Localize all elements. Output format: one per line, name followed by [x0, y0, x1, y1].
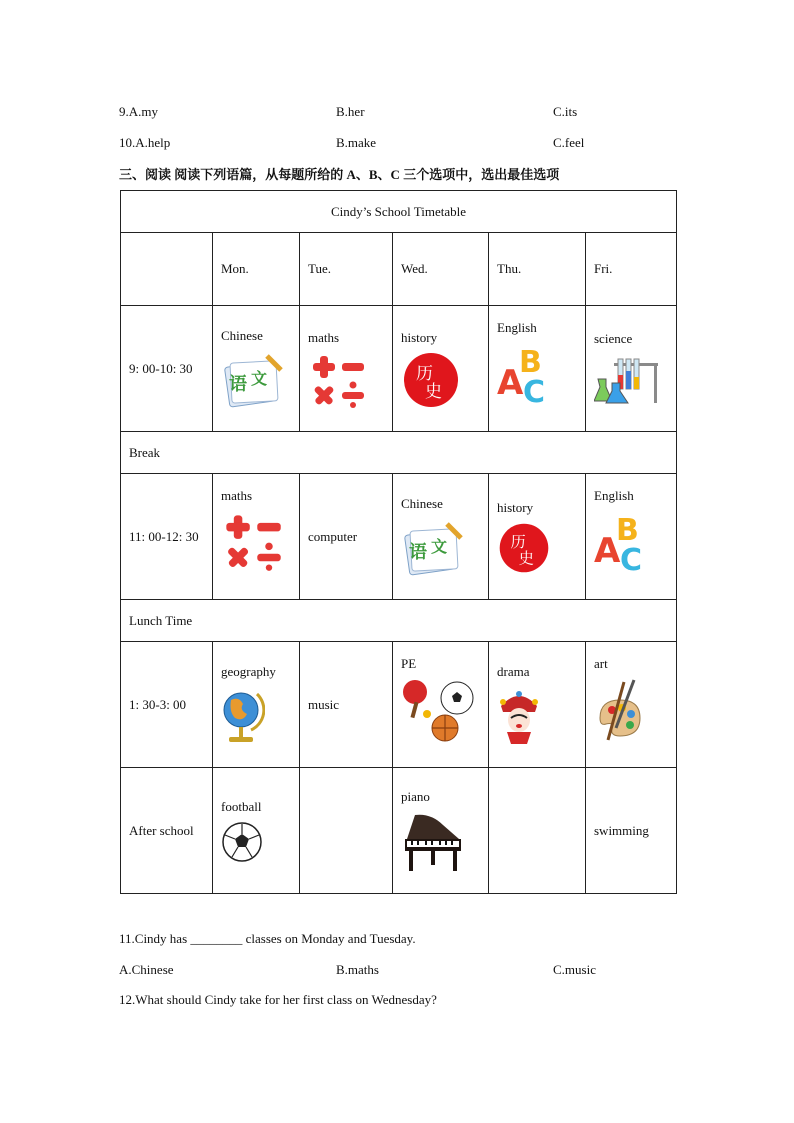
subject-label: football: [221, 798, 262, 814]
timetable: [120, 190, 677, 894]
q9-option-c: C.its: [553, 104, 578, 119]
math-symbols-icon: [221, 510, 285, 572]
sports-balls-icon: [401, 678, 475, 744]
question-11-options: [119, 962, 679, 982]
lab-flasks-icon: [594, 353, 664, 407]
q11-option-b: B.maths: [336, 962, 379, 977]
q10-option-b: B.make: [336, 135, 377, 150]
q11-option-c: C.music: [553, 962, 596, 977]
subject-cell: [586, 642, 677, 768]
svg-text:A: A: [497, 363, 524, 403]
subject-cell: [213, 474, 300, 600]
subject-label: drama: [497, 663, 530, 679]
day-header: Thu.: [489, 233, 586, 306]
subject-cell: [393, 642, 489, 768]
svg-text:C: C: [523, 375, 546, 404]
svg-text:历: 历: [416, 363, 433, 384]
subject-label: art: [594, 656, 608, 671]
svg-text:C: C: [620, 543, 643, 572]
subject-label: English: [594, 488, 634, 503]
piano-icon: [401, 811, 463, 873]
timetable-row-late-morning: [121, 474, 677, 600]
svg-text:B: B: [616, 513, 639, 548]
timetable-title: Cindy’s School Timetable: [121, 191, 677, 233]
svg-text:文: 文: [431, 536, 448, 556]
day-header: Mon.: [213, 233, 300, 306]
globe-icon: [221, 686, 265, 746]
subject-cell: [489, 768, 586, 894]
history-seal-icon: [401, 352, 461, 408]
break-label: Break: [121, 432, 677, 474]
subject-cell: [489, 306, 586, 432]
timetable-row-after-school: [121, 768, 677, 894]
q11-option-a: A.Chinese: [119, 962, 174, 977]
subject-cell: music: [300, 642, 393, 768]
subject-label: Chinese: [221, 327, 263, 343]
svg-text:B: B: [519, 345, 542, 380]
subject-cell: [586, 474, 677, 600]
timetable-row-afternoon: [121, 642, 677, 768]
chinese-book-icon: [401, 518, 465, 578]
abc-letters-icon: [497, 342, 557, 404]
svg-text:史: 史: [518, 548, 534, 567]
question-9-options: [119, 104, 679, 124]
time-label: 9: 00-10: 30: [121, 306, 213, 432]
subject-cell: [213, 768, 300, 894]
q9-option-a: 9.A.my: [119, 104, 158, 119]
subject-cell: [213, 642, 300, 768]
subject-label: PE: [401, 656, 417, 671]
svg-text:语: 语: [229, 373, 247, 395]
svg-text:史: 史: [425, 381, 442, 402]
time-label: 11: 00-12: 30: [121, 474, 213, 600]
subject-cell: [213, 306, 300, 432]
day-header: Fri.: [586, 233, 677, 306]
subject-cell: [300, 768, 393, 894]
q10-option-c: C.feel: [553, 135, 585, 150]
subject-cell: [300, 306, 393, 432]
chinese-book-icon: [221, 350, 285, 410]
timetable-header-row: [121, 233, 677, 306]
timetable-row-morning: [121, 306, 677, 432]
question-10-options: [119, 135, 679, 155]
paint-palette-icon: [594, 678, 644, 744]
svg-text:历: 历: [510, 532, 526, 551]
question-11-stem: 11.Cindy has ________ classes on Monday and Tuesday.: [119, 931, 416, 946]
subject-label: maths: [221, 488, 253, 503]
subject-cell: swimming: [586, 768, 677, 894]
day-header: Tue.: [300, 233, 393, 306]
subject-label: geography: [221, 663, 276, 679]
subject-label: history: [401, 329, 438, 345]
timetable-row-lunch: [121, 600, 677, 642]
subject-cell: [489, 474, 586, 600]
svg-text:文: 文: [251, 368, 268, 388]
question-12-stem: 12.What should Cindy take for her first class on Wednesday?: [119, 992, 437, 1007]
time-label: After school: [121, 768, 213, 894]
math-symbols-icon: [308, 352, 368, 408]
history-seal-icon: [497, 522, 551, 574]
q10-option-a: 10.A.help: [119, 135, 171, 150]
svg-text:语: 语: [409, 541, 427, 563]
subject-cell: [489, 642, 586, 768]
subject-cell: [393, 306, 489, 432]
subject-label: maths: [308, 329, 340, 345]
subject-label: Chinese: [401, 495, 443, 511]
subject-label: history: [497, 499, 534, 515]
subject-cell: [393, 768, 489, 894]
q9-option-b: B.her: [336, 104, 365, 119]
subject-label: piano: [401, 788, 430, 804]
svg-text:A: A: [594, 531, 621, 571]
football-icon: [221, 821, 263, 863]
abc-letters-icon: [594, 510, 654, 572]
lunch-label: Lunch Time: [121, 600, 677, 642]
section-heading: 三、阅读 阅读下列语篇，从每题所给的 A、B、C 三个选项中，选出最佳选项: [119, 167, 560, 182]
header-empty-cell: [121, 233, 213, 306]
timetable-row-break: [121, 432, 677, 474]
subject-cell: computer: [300, 474, 393, 600]
subject-label: science: [594, 330, 633, 346]
subject-label: English: [497, 320, 537, 335]
time-label: 1: 30-3: 00: [121, 642, 213, 768]
subject-cell: [586, 306, 677, 432]
day-header: Wed.: [393, 233, 489, 306]
subject-cell: [393, 474, 489, 600]
opera-mask-icon: [497, 686, 541, 746]
